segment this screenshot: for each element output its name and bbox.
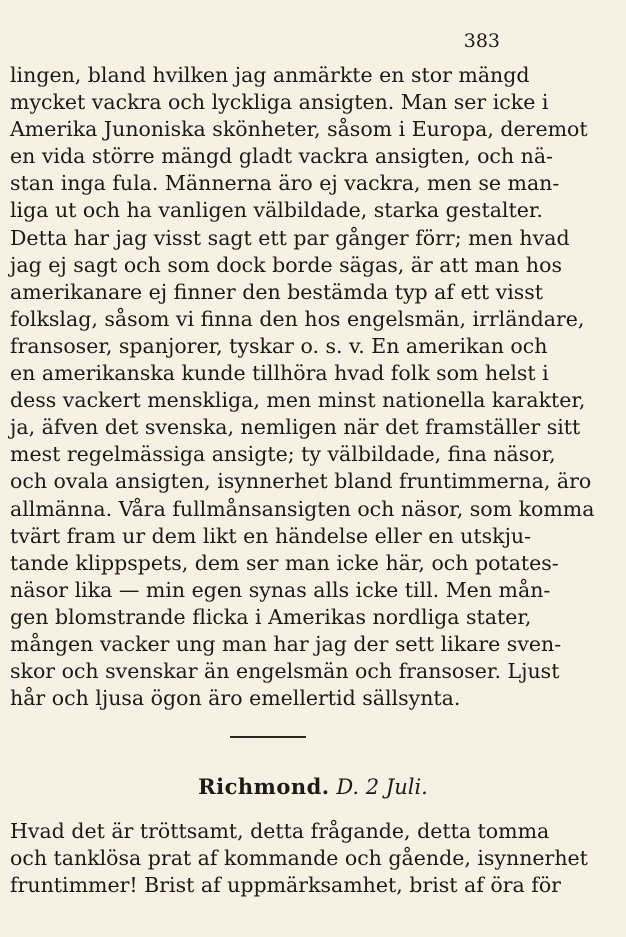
text-line: ja, äfven det svenska, nemligen när det framställer sitt: [10, 415, 581, 440]
text-line: skor och svenskar än engelsmän och fransoser. Ljust: [10, 659, 560, 684]
text-line: tvärt fram ur dem likt en händelse eller en utskju-: [10, 523, 532, 548]
text-line: mycket vackra och lyckliga ansigten. Man ser icke i: [10, 90, 549, 115]
heading-date: D. 2 Juli.: [336, 775, 428, 799]
paragraph-2: [10, 818, 588, 899]
text-line: Hvad det är tröttsamt, detta frågande, detta tomma: [10, 819, 550, 843]
text-line: dess vackert menskliga, men minst nationella karakter,: [10, 388, 586, 413]
text-line: en vida större mängd gladt vackra ansigten, och nä-: [10, 144, 553, 169]
text-line: jag ej sagt och som dock borde sägas, är att man hos: [10, 252, 562, 277]
text-line: folkslag, såsom vi finna den hos engelsmän, irrländare,: [10, 306, 585, 331]
text-line: mången vacker ung man har jag der sett likare sven-: [10, 631, 562, 656]
section-heading: [0, 773, 626, 801]
text-line: och ovala ansigten, isynnerhet bland fruntimmerna, äro: [10, 469, 592, 494]
text-line: fransoser, spanjorer, tyskar o. s. v. En amerikan och: [10, 333, 548, 358]
text-line: lingen, bland hvilken jag anmärkte en stor mängd: [10, 63, 530, 87]
text-line: tande klippspets, dem ser man icke här, och potates-: [10, 550, 559, 575]
text-line: näsor lika — min egen synas alls icke till. Men mån-: [10, 577, 551, 602]
heading-place: Richmond.: [198, 774, 330, 799]
text-line: mest regelmässiga ansigte; ty välbildade, fina näsor,: [10, 442, 556, 467]
text-line: allmänna. Våra fullmånsansigten och näsor, som komma: [10, 496, 595, 521]
text-line: stan inga fula. Männerna äro ej vackra, men se man-: [10, 171, 560, 196]
text-line: Amerika Junoniska skönheter, såsom i Europa, deremot: [10, 117, 588, 142]
text-line: amerikanare ej finner den bestämda typ af ett visst: [10, 279, 544, 304]
section-divider: [230, 736, 306, 738]
text-line: Detta har jag visst sagt ett par gånger förr; men hvad: [10, 225, 570, 250]
text-line: fruntimmer! Brist af uppmärksamhet, brist af öra för: [10, 873, 561, 898]
text-line: gen blomstrande flicka i Amerikas nordliga stater,: [10, 604, 532, 629]
page-number: 383: [463, 30, 500, 52]
paragraph-1: [10, 62, 595, 712]
text-line: en amerikanska kunde tillhöra hvad folk som helst i: [10, 361, 549, 386]
text-line: liga ut och ha vanligen välbildade, starka gestalter.: [10, 198, 543, 223]
text-line: hår och ljusa ögon äro emellertid sällsynta.: [10, 686, 461, 711]
text-line: och tanklösa prat af kommande och gående, isynnerhet: [10, 846, 588, 871]
